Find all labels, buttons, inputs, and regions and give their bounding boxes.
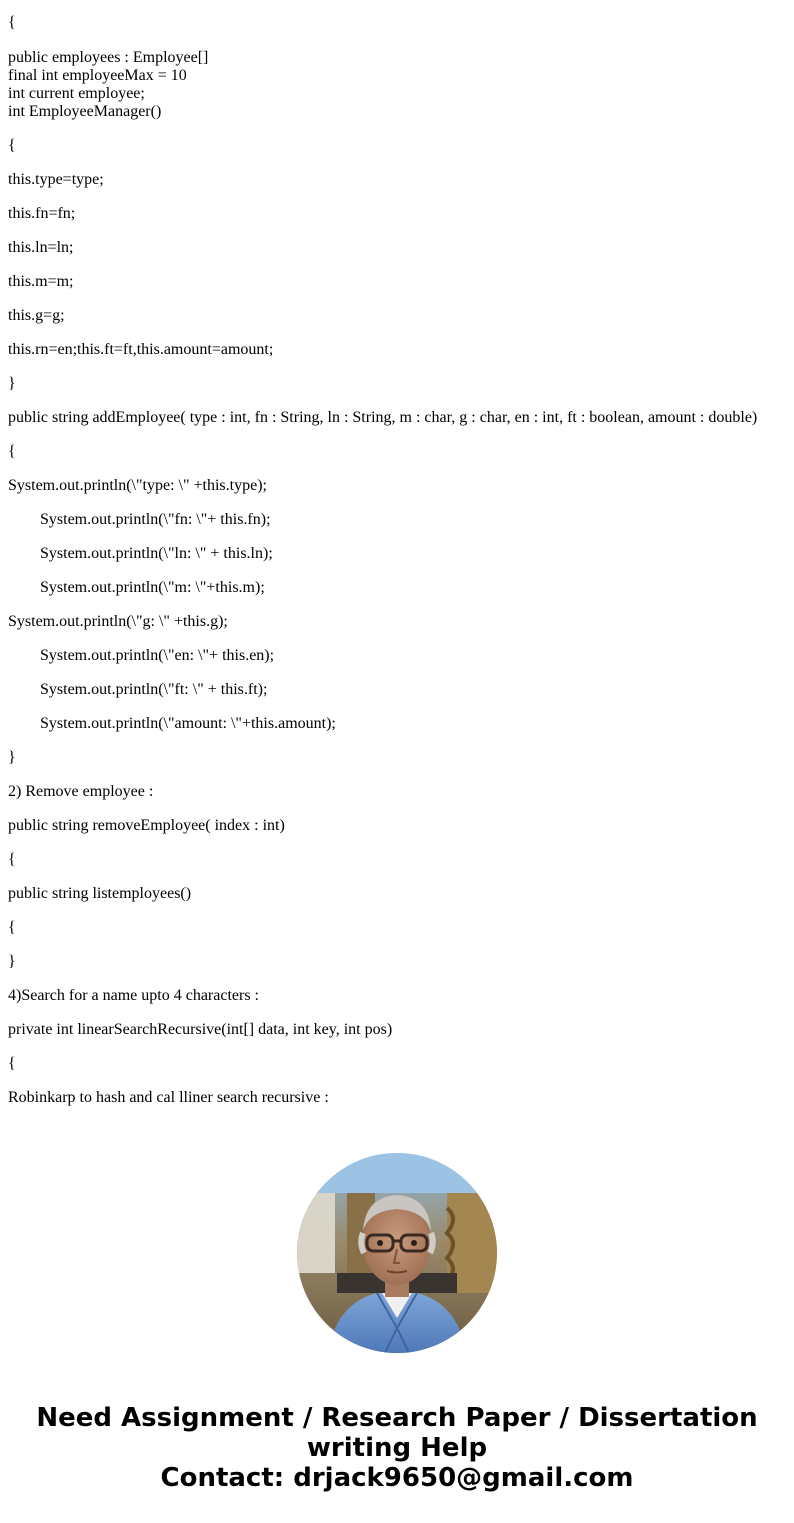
code-line: } — [8, 953, 16, 970]
code-line: System.out.println(\"ln: \" + this.ln); — [40, 545, 273, 562]
code-line: } — [8, 375, 16, 392]
code-line: System.out.println(\"ft: \" + this.ft); — [40, 681, 268, 698]
code-line: { — [8, 443, 16, 460]
code-line: { — [8, 14, 16, 31]
promo-line: writing Help — [306, 1433, 488, 1463]
code-line: public string addEmployee( type : int, fn : String, ln : String, m : char, g : char, en : int, ft : boolean, amount : double) — [8, 409, 758, 426]
section-heading: 2) Remove employee : — [8, 783, 154, 800]
code-line: { — [8, 137, 16, 154]
contact-line: Contact: drjack9650@gmail.com — [160, 1463, 634, 1493]
code-line: System.out.println(\"m: \"+this.m); — [40, 579, 265, 596]
code-line: final int employeeMax = 10 — [8, 67, 187, 84]
code-line: this.type=type; — [8, 171, 104, 188]
avatar — [297, 1153, 497, 1353]
code-line: public string removeEmployee( index : int) — [8, 817, 285, 834]
code-line: System.out.println(\"amount: \"+this.amount); — [40, 715, 336, 732]
code-line: { — [8, 1055, 16, 1072]
code-line: int EmployeeManager() — [8, 103, 162, 120]
code-line: Robinkarp to hash and cal lliner search recursive : — [8, 1089, 329, 1106]
code-line: } — [8, 749, 16, 766]
code-line: this.g=g; — [8, 307, 65, 324]
promo-line: Need Assignment / Research Paper / Dissertation — [36, 1403, 758, 1433]
section-heading: 4)Search for a name upto 4 characters : — [8, 987, 259, 1004]
code-line: System.out.println(\"type: \" +this.type); — [8, 477, 267, 494]
code-line: this.ln=ln; — [8, 239, 74, 256]
code-line: System.out.println(\"fn: \"+ this.fn); — [40, 511, 271, 528]
code-line: this.fn=fn; — [8, 205, 76, 222]
promo-banner — [0, 1403, 794, 1493]
code-line: private int linearSearchRecursive(int[] data, int key, int pos) — [8, 1021, 393, 1038]
person-photo-icon — [297, 1153, 497, 1353]
code-line: this.rn=en;this.ft=ft,this.amount=amount; — [8, 341, 274, 358]
code-line: System.out.println(\"en: \"+ this.en); — [40, 647, 275, 664]
code-line: public employees : Employee[] — [8, 49, 209, 66]
code-line: int current employee; — [8, 85, 145, 102]
code-line: { — [8, 851, 16, 868]
code-line: { — [8, 919, 16, 936]
code-line: this.m=m; — [8, 273, 74, 290]
code-line: System.out.println(\"g: \" +this.g); — [8, 613, 228, 630]
code-line: public string listemployees() — [8, 885, 192, 902]
